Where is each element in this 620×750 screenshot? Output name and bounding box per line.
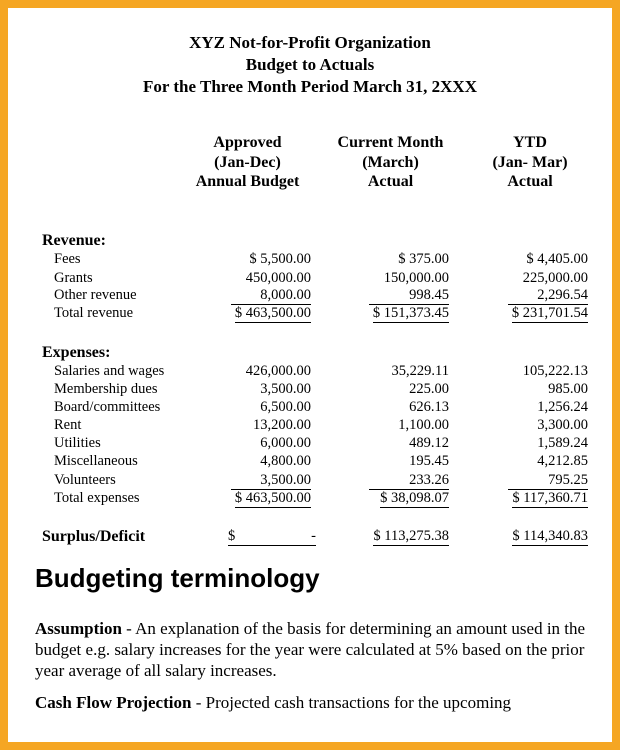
- cashflow-paragraph: [35, 692, 595, 713]
- cashflow-term: Cash Flow Projection: [35, 693, 192, 712]
- cell-budget: 13,200.00: [253, 417, 311, 433]
- col-header-current: Current Month (March) Actual: [337, 134, 444, 190]
- cell-ytd: 105,222.13: [522, 363, 588, 379]
- row-label: Utilities: [54, 435, 101, 451]
- expenses-heading: Expenses:: [42, 344, 111, 361]
- row-label: Salaries and wages: [54, 363, 165, 379]
- cell-ytd: $ 4,405.00: [526, 251, 588, 267]
- surplus-ytd: $ 114,340.83: [512, 528, 588, 544]
- cell-budget: 4,800.00: [260, 453, 311, 469]
- col-header-ytd: YTD (Jan- Mar) Actual: [492, 134, 568, 190]
- col-header-budget: Approved (Jan-Dec) Annual Budget: [195, 134, 300, 190]
- surplus-budget-cell: [228, 528, 316, 546]
- surplus-current: $ 113,275.38: [373, 528, 449, 544]
- row-label: Other revenue: [54, 287, 137, 303]
- assumption-term: Assumption: [35, 619, 122, 638]
- cell-budget: 3,500.00: [231, 472, 311, 490]
- cell-ytd: 1,256.24: [537, 399, 588, 415]
- row-label: Membership dues: [54, 381, 158, 397]
- cell-current: $ 375.00: [398, 251, 449, 267]
- cashflow-text: - Projected cash transactions for the upcoming: [191, 693, 512, 712]
- cell-current-total: $ 151,373.45: [372, 305, 449, 321]
- terminology-title: Budgeting terminology: [35, 563, 320, 593]
- cell-current: 225.00: [409, 381, 449, 397]
- report-period: For the Three Month Period March 31, 2XXX: [143, 77, 477, 96]
- cell-ytd: 4,212.85: [537, 453, 588, 469]
- row-label-total: Total revenue: [54, 305, 134, 321]
- cell-ytd: 225,000.00: [522, 270, 588, 286]
- row-label: Grants: [54, 270, 93, 286]
- org-name: XYZ Not-for-Profit Organization: [189, 33, 431, 52]
- surplus-label: Surplus/Deficit: [42, 528, 146, 545]
- cell-current: 489.12: [409, 435, 449, 451]
- assumption-paragraph: [35, 618, 595, 681]
- cell-ytd: 985.00: [548, 381, 588, 397]
- cell-current: 35,229.11: [391, 363, 449, 379]
- row-label: Miscellaneous: [54, 453, 138, 469]
- row-label-total: Total expenses: [54, 490, 140, 506]
- cell-current: 1,100.00: [398, 417, 449, 433]
- assumption-text: - An explanation of the basis for determining an amount used in the budget e.g. salary increases for the year were calculated at 5% based on the prior year average of all salary increases.: [35, 619, 586, 680]
- surplus-budget-symbol: $: [228, 528, 236, 544]
- cell-budget: 8,000.00: [231, 287, 311, 305]
- cell-budget-total: $ 463,500.00: [234, 305, 311, 321]
- cell-budget-total: $ 463,500.00: [234, 490, 311, 506]
- cell-current: 626.13: [409, 399, 449, 415]
- cell-ytd-total: $ 231,701.54: [511, 305, 588, 321]
- row-label: Rent: [54, 417, 82, 433]
- cell-budget: 6,000.00: [260, 435, 311, 451]
- cell-budget: $ 5,500.00: [249, 251, 311, 267]
- cell-ytd-total: $ 117,360.71: [512, 490, 588, 506]
- row-label: Board/committees: [54, 399, 161, 415]
- row-label: Volunteers: [54, 472, 116, 488]
- cell-budget: 6,500.00: [260, 399, 311, 415]
- surplus-budget-dash: -: [311, 528, 316, 544]
- cell-ytd: 2,296.54: [508, 287, 588, 305]
- row-label: Fees: [54, 251, 81, 267]
- cell-current: 195.45: [409, 453, 449, 469]
- cell-budget: 426,000.00: [245, 363, 311, 379]
- cell-current: 998.45: [369, 287, 449, 305]
- cell-current: 150,000.00: [383, 270, 449, 286]
- cell-ytd: 3,300.00: [537, 417, 588, 433]
- cell-budget: 450,000.00: [245, 270, 311, 286]
- revenue-heading: Revenue:: [42, 232, 106, 249]
- cell-ytd: 795.25: [508, 472, 588, 490]
- report-title: Budget to Actuals: [245, 55, 375, 74]
- cell-ytd: 1,589.24: [537, 435, 588, 451]
- cell-budget: 3,500.00: [260, 381, 311, 397]
- cell-current: 233.26: [369, 472, 449, 490]
- cell-current-total: $ 38,098.07: [380, 490, 449, 506]
